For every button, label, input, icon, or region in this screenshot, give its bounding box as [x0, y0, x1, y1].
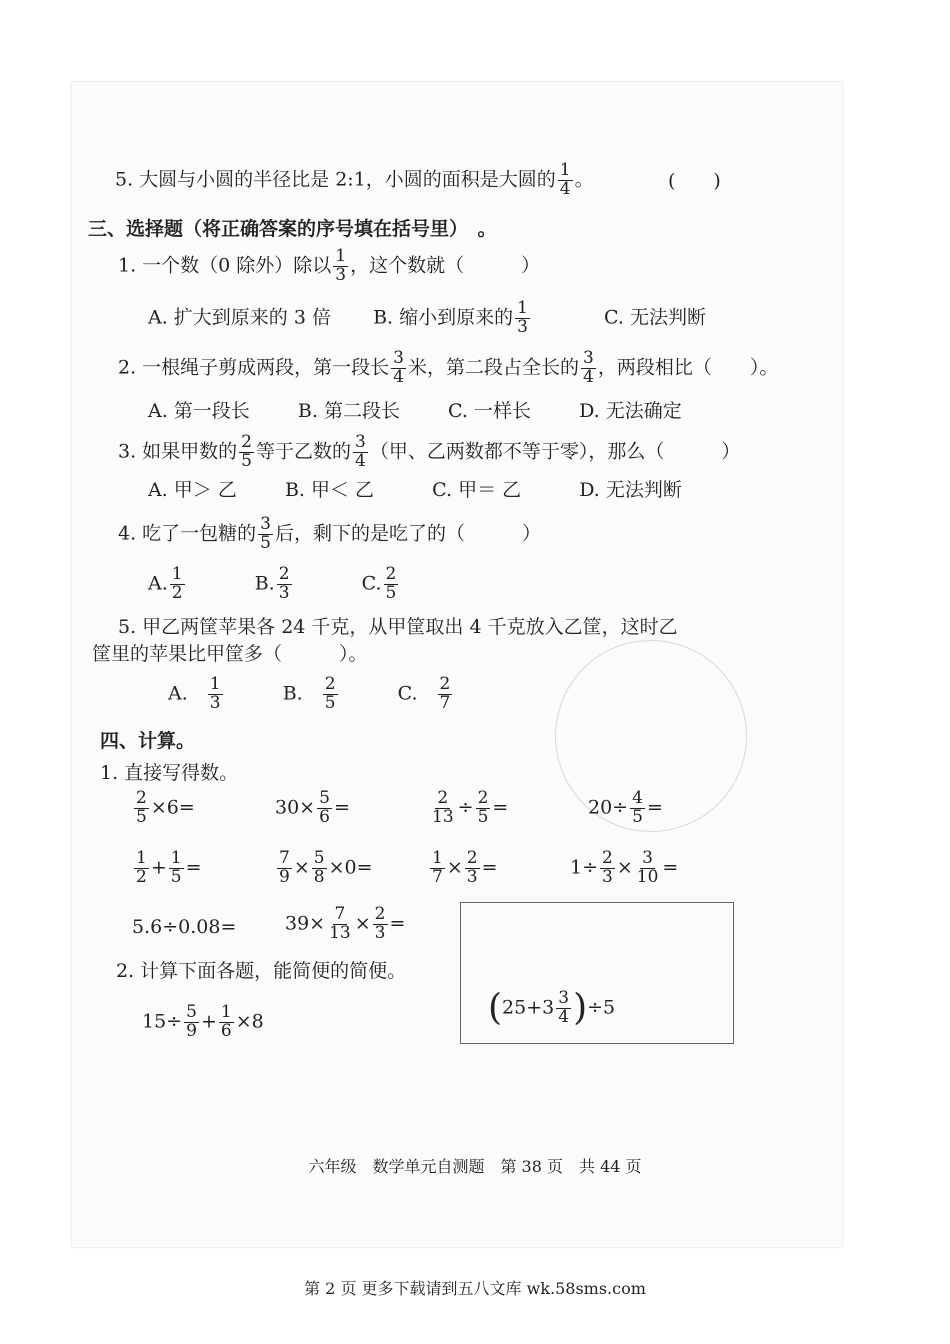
fraction	[515, 300, 530, 337]
fraction	[476, 790, 491, 827]
site-footer: 第 2 页 更多下载请到五八文库 wk.58sms.com	[304, 1279, 646, 1298]
fraction	[384, 566, 399, 603]
fraction	[239, 434, 254, 471]
calc-r1-a[interactable]	[132, 790, 195, 827]
frac-den: 2	[171, 582, 183, 603]
fraction	[430, 850, 445, 887]
frac-num: 5	[319, 788, 330, 808]
fraction	[465, 850, 480, 887]
frac-den: 4	[583, 366, 594, 387]
choice-q4	[118, 516, 541, 553]
op: 39×	[285, 912, 326, 935]
op: 15÷	[142, 1010, 183, 1033]
option-d[interactable]: D. 无法判断	[579, 479, 682, 501]
choice-q4-options	[148, 566, 400, 603]
fraction	[134, 790, 149, 827]
section-4-sub2: 2. 计算下面各题，能简便的简便。	[116, 960, 407, 982]
frac-num: 2	[439, 674, 451, 694]
fraction	[170, 566, 185, 603]
op: ×8	[235, 1010, 264, 1033]
op: 1÷	[570, 856, 599, 879]
page-footer: 六年级 数学单元自测题 第 38 页 共 44 页	[308, 1157, 642, 1176]
option-b[interactable]: B. 第二段长	[297, 400, 400, 422]
frac-num: 1	[432, 848, 443, 868]
frac-den: 5	[324, 692, 336, 713]
paren-right: )	[573, 987, 588, 1029]
frac-num: 2	[241, 432, 252, 452]
frac-den: 5	[170, 866, 182, 887]
calc-r1-b[interactable]	[275, 790, 350, 827]
frac-den: 5	[477, 806, 489, 827]
frac-den: 3	[602, 866, 613, 887]
calc-r2-b[interactable]	[275, 850, 373, 887]
q-text-tail[interactable]: ，两段相比（ ）。	[597, 356, 779, 379]
op: 25+3	[502, 996, 555, 1019]
op: =	[662, 856, 679, 879]
calc-r1-d[interactable]	[588, 790, 663, 827]
frac-den: 3	[209, 692, 221, 713]
frac-den: 8	[313, 866, 325, 887]
section-4-sub1: 1. 直接写得数。	[100, 762, 239, 784]
section-3-title: 三、选择题（将正确答案的序号填在括号里） 。	[88, 218, 497, 240]
op: =	[492, 796, 509, 819]
frac-den: 4	[559, 178, 571, 199]
calc-r3-b[interactable]	[285, 906, 405, 943]
frac-num: 3	[260, 514, 271, 534]
frac-num: 2	[385, 564, 397, 584]
frac-den: 13	[432, 806, 454, 827]
frac-num: 1	[335, 246, 347, 266]
option-a[interactable]: A. 甲＞ 乙	[148, 479, 237, 501]
frac-num: 5	[186, 1002, 197, 1022]
fraction	[635, 850, 661, 887]
frac-den: 6	[220, 1020, 232, 1041]
choice-q5-line2[interactable]: 筐里的苹果比甲筐多（ ）。	[92, 643, 368, 665]
option-a[interactable]: A. 扩大到原来的 3 倍	[148, 306, 331, 329]
choice-q2-options	[148, 402, 682, 421]
frac-num: 1	[209, 674, 221, 694]
frac-den: 6	[319, 806, 330, 827]
frac-num: 1	[517, 298, 528, 318]
frac-den: 3	[517, 316, 528, 337]
option-a[interactable]: A.	[168, 682, 188, 705]
paren-left: (	[488, 987, 503, 1029]
calc-e2[interactable]	[488, 987, 616, 1029]
frac-den: 3	[335, 264, 347, 285]
frac-den: 5	[136, 806, 147, 827]
fraction	[219, 1004, 234, 1041]
frac-num: 3	[393, 348, 404, 368]
frac-den: 3	[374, 922, 386, 943]
frac-num: 2	[466, 848, 478, 868]
frac-num: 3	[583, 348, 594, 368]
fraction	[430, 790, 456, 827]
choice-q5-line1: 5. 甲乙两筐苹果各 24 千克，从甲筐取出 4 千克放入乙筐，这时乙	[118, 616, 678, 638]
frac-num: 1	[171, 564, 183, 584]
frac-den: 4	[558, 1006, 570, 1027]
option-d[interactable]: D. 无法确定	[579, 400, 682, 422]
op: =	[481, 856, 498, 879]
option-c[interactable]: C.	[361, 572, 382, 595]
frac-den: 3	[466, 866, 478, 887]
frac-den: 5	[385, 582, 397, 603]
frac-den: 2	[136, 866, 147, 887]
fraction	[600, 850, 615, 887]
fraction	[317, 790, 332, 827]
section-4-title: 四、计算。	[100, 730, 196, 752]
frac-num: 4	[632, 788, 643, 808]
option-a[interactable]: A. 第一段长	[148, 400, 250, 422]
op: 30×	[275, 796, 316, 819]
op: ×	[293, 856, 310, 879]
frac-num: 2	[477, 788, 489, 808]
option-c[interactable]: C. 一样长	[448, 400, 531, 422]
op: =	[646, 796, 663, 819]
option-b[interactable]: B.	[254, 572, 275, 595]
option-b[interactable]: B. 甲＜ 乙	[284, 479, 375, 501]
fraction	[353, 434, 368, 471]
calc-r3-a[interactable]: 5.6÷0.08=	[132, 916, 237, 938]
fraction	[169, 850, 184, 887]
fraction	[134, 850, 149, 887]
frac-den: 3	[278, 582, 290, 603]
q-text: 2. 一根绳子剪成两段，第一段长	[118, 356, 390, 379]
frac-den: 9	[186, 1020, 197, 1041]
fraction	[556, 990, 571, 1027]
choice-q1	[118, 248, 540, 285]
frac-den: 5	[632, 806, 643, 827]
frac-den: 7	[432, 866, 443, 887]
option-b[interactable]: B. 缩小到原来的	[373, 306, 514, 329]
op: ×	[446, 856, 463, 879]
choice-q3-options	[148, 481, 682, 500]
frac-num: 1	[170, 848, 182, 868]
op: ÷	[457, 796, 474, 819]
fraction	[323, 676, 338, 713]
frac-num: 1	[559, 160, 571, 180]
fraction	[438, 676, 453, 713]
frac-den: 4	[355, 450, 366, 471]
option-c[interactable]: C. 甲＝ 乙	[432, 479, 522, 501]
frac-den: 4	[393, 366, 404, 387]
choice-q5-options	[168, 676, 454, 713]
fraction	[277, 850, 292, 887]
frac-den: 5	[260, 532, 271, 553]
frac-den: 13	[329, 922, 351, 943]
fraction	[258, 516, 273, 553]
fraction	[391, 350, 406, 387]
op: ×	[616, 856, 633, 879]
q-text: 3. 如果甲数的	[118, 440, 238, 463]
calc-e1[interactable]	[142, 1004, 264, 1041]
judge-q5-text: 5. 大圆与小圆的半径比是 2:1，小圆的面积是大圆的	[115, 168, 556, 191]
fraction	[333, 248, 348, 285]
fraction	[184, 1004, 199, 1041]
frac-num: 2	[136, 788, 147, 808]
op: 20÷	[588, 796, 629, 819]
judge-q5	[115, 162, 594, 199]
choice-q2	[118, 350, 778, 387]
q-text-mid: 等于乙数的	[256, 440, 352, 463]
q-text-tail[interactable]: （甲、乙两数都不等于零），那么（ ）	[369, 440, 741, 463]
frac-num: 2	[278, 564, 290, 584]
op: =	[389, 912, 406, 935]
calc-r2-a[interactable]	[132, 850, 202, 887]
choice-q1-options	[148, 300, 706, 337]
q-text-tail[interactable]: 后，剩下的是吃了的（ ）	[275, 522, 542, 545]
q-text: 1. 一个数（0 除外）除以	[118, 254, 332, 277]
op: +	[200, 1010, 217, 1033]
op: +	[150, 856, 167, 879]
judge-q5-paren[interactable]: ( )	[668, 170, 721, 192]
frac-den: 9	[279, 866, 290, 887]
frac-num: 2	[324, 674, 336, 694]
frac-num: 7	[279, 848, 290, 868]
op: =	[333, 796, 350, 819]
op: ×6=	[150, 796, 195, 819]
frac-num: 2	[602, 848, 613, 868]
frac-num: 2	[374, 904, 386, 924]
op: ÷5	[587, 996, 616, 1019]
fraction	[558, 162, 573, 199]
frac-num: 3	[642, 848, 653, 868]
fraction	[312, 850, 327, 887]
option-c[interactable]: C.	[397, 682, 418, 705]
judge-q5-tail: 。	[574, 168, 594, 191]
option-c[interactable]: C. 无法判断	[604, 306, 706, 329]
calc-r2-c[interactable]	[428, 850, 498, 887]
op: ×	[354, 912, 371, 935]
frac-den: 10	[636, 866, 659, 887]
calc-r2-d[interactable]	[570, 850, 678, 887]
q-text-tail[interactable]: ，这个数就（ ）	[350, 254, 541, 277]
frac-num: 5	[313, 848, 325, 868]
fraction	[630, 790, 645, 827]
frac-den: 7	[439, 692, 451, 713]
frac-num: 3	[558, 988, 570, 1008]
q-text: 4. 吃了一包糖的	[118, 522, 257, 545]
fraction	[373, 906, 388, 943]
frac-num: 1	[220, 1002, 232, 1022]
option-b[interactable]: B.	[282, 682, 303, 705]
choice-q3	[118, 434, 740, 471]
q-text-mid: 米，第二段占全长的	[408, 356, 580, 379]
option-a[interactable]: A.	[148, 572, 168, 595]
frac-num: 2	[437, 788, 449, 808]
op: ×0=	[328, 856, 373, 879]
fraction	[208, 676, 223, 713]
fraction	[327, 906, 353, 943]
frac-num: 7	[334, 904, 346, 924]
frac-den: 5	[241, 450, 252, 471]
frac-num: 3	[355, 432, 366, 452]
calc-r1-c[interactable]	[428, 790, 508, 827]
fraction	[277, 566, 292, 603]
frac-num: 1	[136, 848, 147, 868]
fraction	[581, 350, 596, 387]
op: =	[185, 856, 202, 879]
